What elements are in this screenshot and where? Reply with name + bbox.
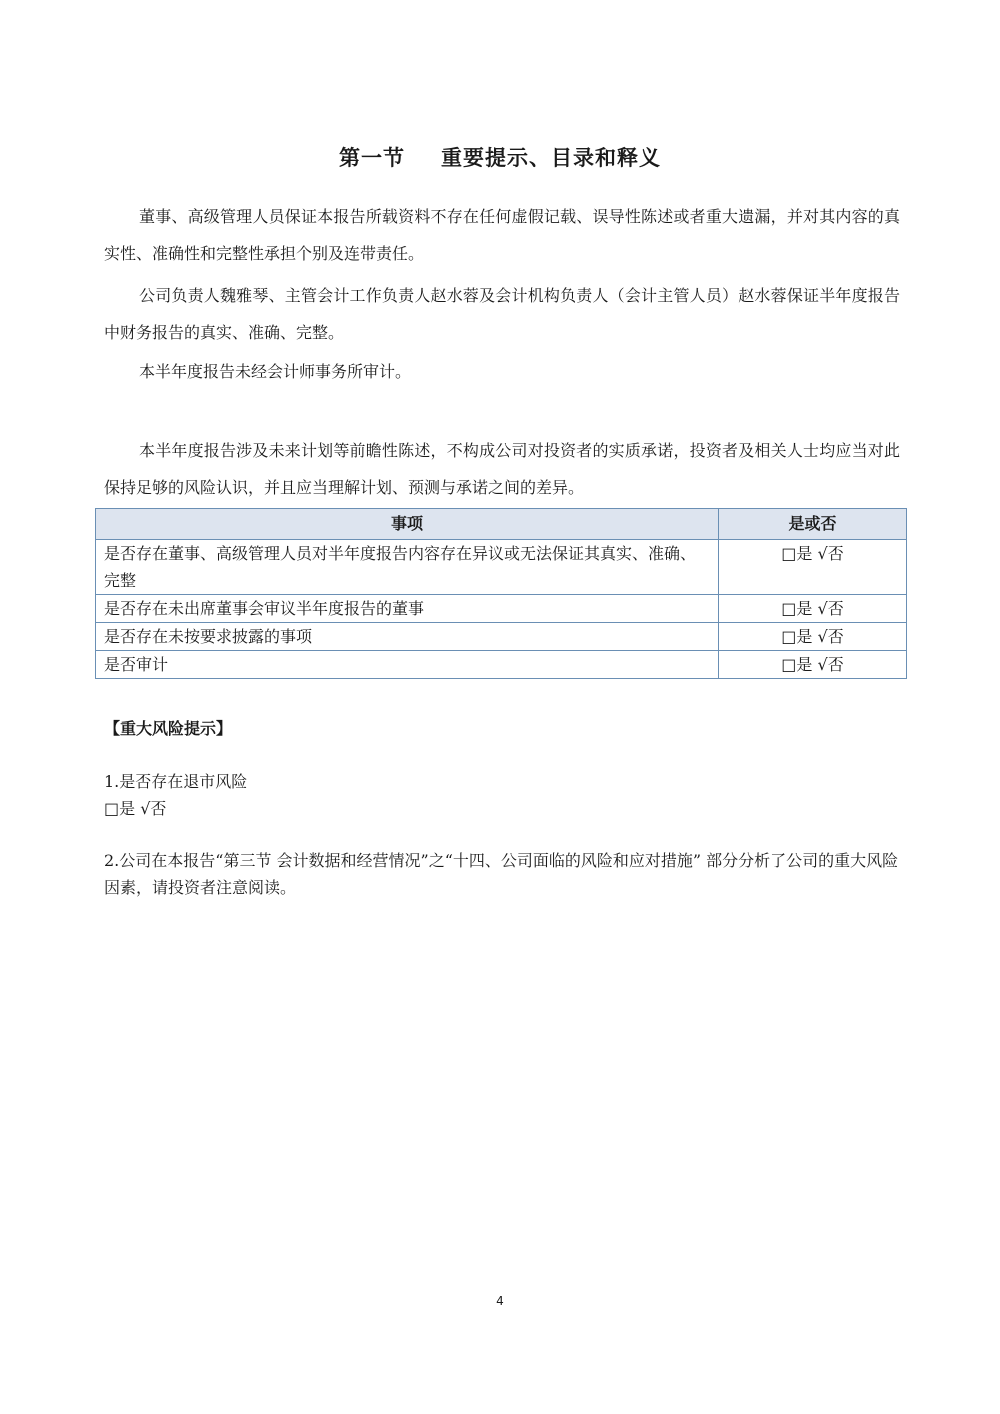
table-header-row [96, 509, 907, 540]
section-heading: 重要提示、目录和释义 [441, 146, 661, 170]
table-row [96, 623, 907, 651]
paragraph-financial-responsibility: 公司负责人魏雅琴、主管会计工作负责人赵水蓉及会计机构负责人（会计主管人员）赵水蓉保证半年度报告中财务报告的真实、准确、完整。 [104, 286, 900, 342]
confirmation-table [95, 508, 907, 679]
table-row [96, 595, 907, 623]
table-cell-item: 是否存在董事、高级管理人员对半年度报告内容存在异议或无法保证其真实、准确、完整 [96, 540, 719, 595]
section-number: 第一节 [339, 146, 405, 170]
risk-heading: 【重大风险提示】 [104, 719, 233, 738]
table-header-answer: 是或否 [719, 509, 907, 540]
table-row [96, 540, 907, 595]
paragraph-directors-guarantee: 董事、高级管理人员保证本报告所载资料不存在任何虚假记载、误导性陈述或者重大遗漏，并对其内容的真实性、准确性和完整性承担个别及连带责任。 [104, 207, 900, 263]
table-cell-answer: □是 √否 [719, 540, 907, 595]
table-cell-item: 是否存在未按要求披露的事项 [96, 623, 719, 651]
risk-question-delisting: 1.是否存在退市风险 [104, 772, 248, 791]
page-title [0, 142, 1000, 172]
table-header-item: 事项 [96, 509, 719, 540]
risk-answer-delisting: □是 √否 [104, 799, 167, 818]
paragraph-forward-looking: 本半年度报告涉及未来计划等前瞻性陈述，不构成公司对投资者的实质承诺，投资者及相关人士均应当对此保持足够的风险认识，并且应当理解计划、预测与承诺之间的差异。 [104, 441, 900, 497]
table-cell-answer: □是 √否 [719, 623, 907, 651]
page-number: 4 [496, 1294, 504, 1308]
table-cell-answer: □是 √否 [719, 651, 907, 679]
table-cell-answer: □是 √否 [719, 595, 907, 623]
paragraph-audit-status: 本半年度报告未经会计师事务所审计。 [139, 362, 412, 381]
table-cell-item: 是否存在未出席董事会审议半年度报告的董事 [96, 595, 719, 623]
table-cell-item: 是否审计 [96, 651, 719, 679]
table-row [96, 651, 907, 679]
risk-reference-paragraph: 2.公司在本报告“第三节 会计数据和经营情况”之“十四、公司面临的风险和应对措施” 部分分析了公司的重大风险因素，请投资者注意阅读。 [104, 851, 899, 897]
